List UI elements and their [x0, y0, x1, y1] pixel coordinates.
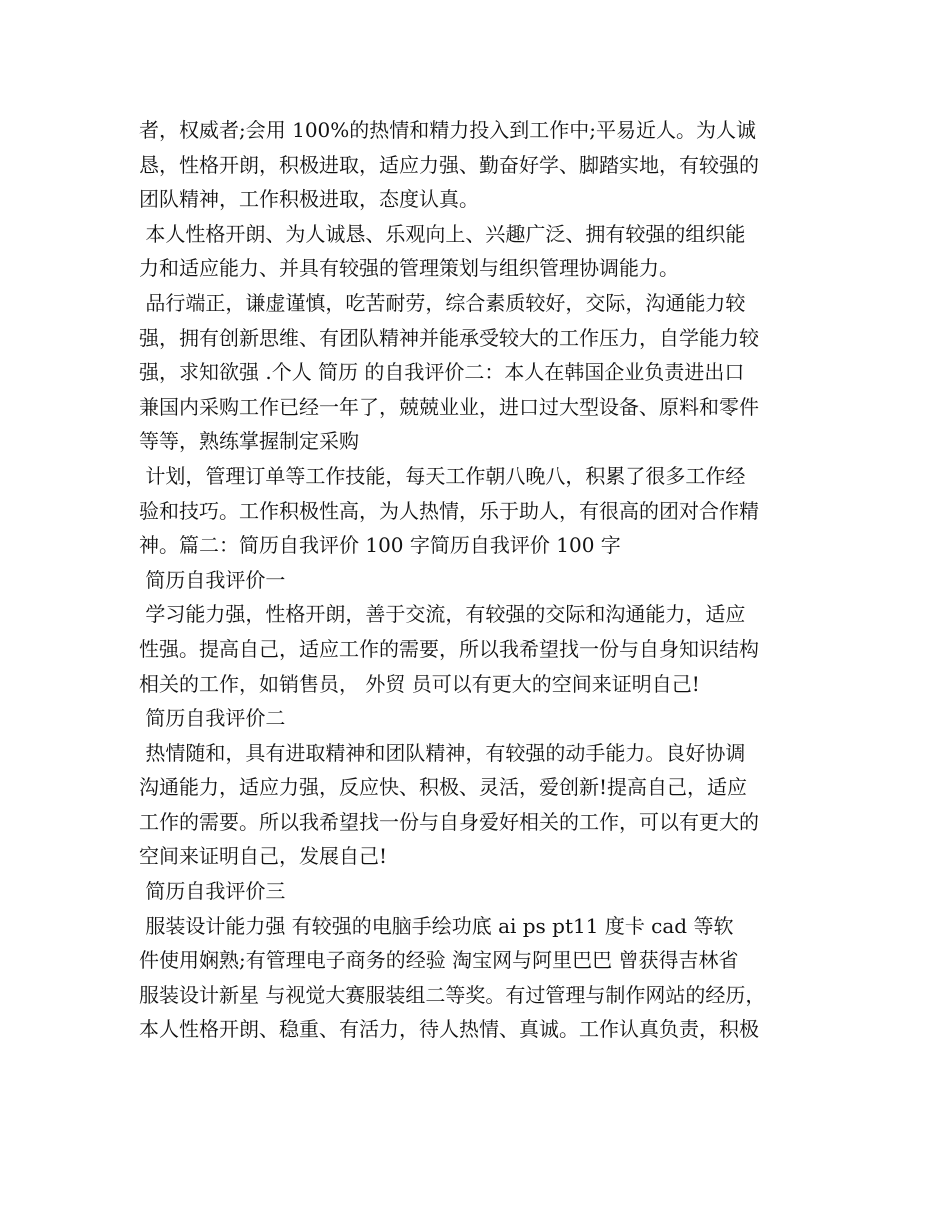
- text-line: 团队精神，工作积极进取，态度认真。: [139, 187, 479, 212]
- text-line: 热情随和，具有进取精神和团队精神，有较强的动手能力。良好协调: [139, 740, 746, 765]
- text-line: 等等，熟练掌握制定采购: [139, 429, 359, 454]
- text-line: 本人性格开朗、为人诚恳、乐观向上、兴趣广泛、拥有较强的组织能: [139, 221, 746, 246]
- text-line: 服装设计能力强 有较强的电脑手绘功底 ai ps pt11 度卡 cad 等软: [139, 913, 734, 938]
- text-line: 件使用娴熟;有管理电子商务的经验 淘宝网与阿里巴巴 曾获得吉林省: [139, 948, 739, 973]
- text-line: 沟通能力，适应力强，反应快、积极、灵活，爱创新!提高自己，适应: [139, 775, 748, 800]
- text-line: 神。篇二：简历自我评价 100 字简历自我评价 100 字: [139, 533, 621, 558]
- text-line: 学习能力强，性格开朗，善于交流，有较强的交际和沟通能力，适应: [139, 602, 746, 627]
- text-line: 力和适应能力、并具有较强的管理策划与组织管理协调能力。: [139, 256, 679, 281]
- text-line: 工作的需要。所以我希望找一份与自身爱好相关的工作，可以有更大的: [139, 809, 759, 834]
- text-line: 本人性格开朗、稳重、有活力，待人热情、真诚。工作认真负责，积极: [139, 1017, 759, 1042]
- text-line: 相关的工作，如销售员， 外贸 员可以有更大的空间来证明自己!: [139, 671, 700, 696]
- text-line: 兼国内采购工作已经一年了，兢兢业业，进口过大型设备、原料和零件: [139, 394, 759, 419]
- text-line: 验和技巧。工作积极性高，为人热情，乐于助人，有很高的团对合作精: [139, 498, 759, 523]
- text-line: 强，拥有创新思维、有团队精神并能承受较大的工作压力，自学能力较: [139, 325, 759, 350]
- text-line: 者，权威者;会用 100%的热情和精力投入到工作中;平易近人。为人诚: [139, 118, 757, 142]
- text-line: 计划，管理订单等工作技能，每天工作朝八晚八，积累了很多工作经: [139, 463, 746, 488]
- text-line: 性强。提高自己，适应工作的需要，所以我希望找一份与自身知识结构: [139, 636, 759, 661]
- text-line: 空间来证明自己，发展自己!: [139, 844, 388, 869]
- text-line: 强，求知欲强 .个人 简历 的自我评价二：本人在韩国企业负责进出口: [139, 360, 745, 385]
- section-heading: 简历自我评价二: [139, 706, 286, 731]
- text-line: 服装设计新星 与视觉大赛服装组二等奖。有过管理与制作网站的经历，: [139, 982, 766, 1007]
- text-line: 品行端正，谦虚谨慎，吃苦耐劳，综合素质较好，交际，沟通能力较: [139, 290, 746, 315]
- section-heading: 简历自我评价一: [139, 567, 286, 592]
- document-body: [139, 113, 819, 1047]
- text-line: 恳，性格开朗，积极进取，适应力强、勤奋好学、脚踏实地，有较强的: [139, 152, 759, 177]
- section-heading: 简历自我评价三: [139, 879, 286, 904]
